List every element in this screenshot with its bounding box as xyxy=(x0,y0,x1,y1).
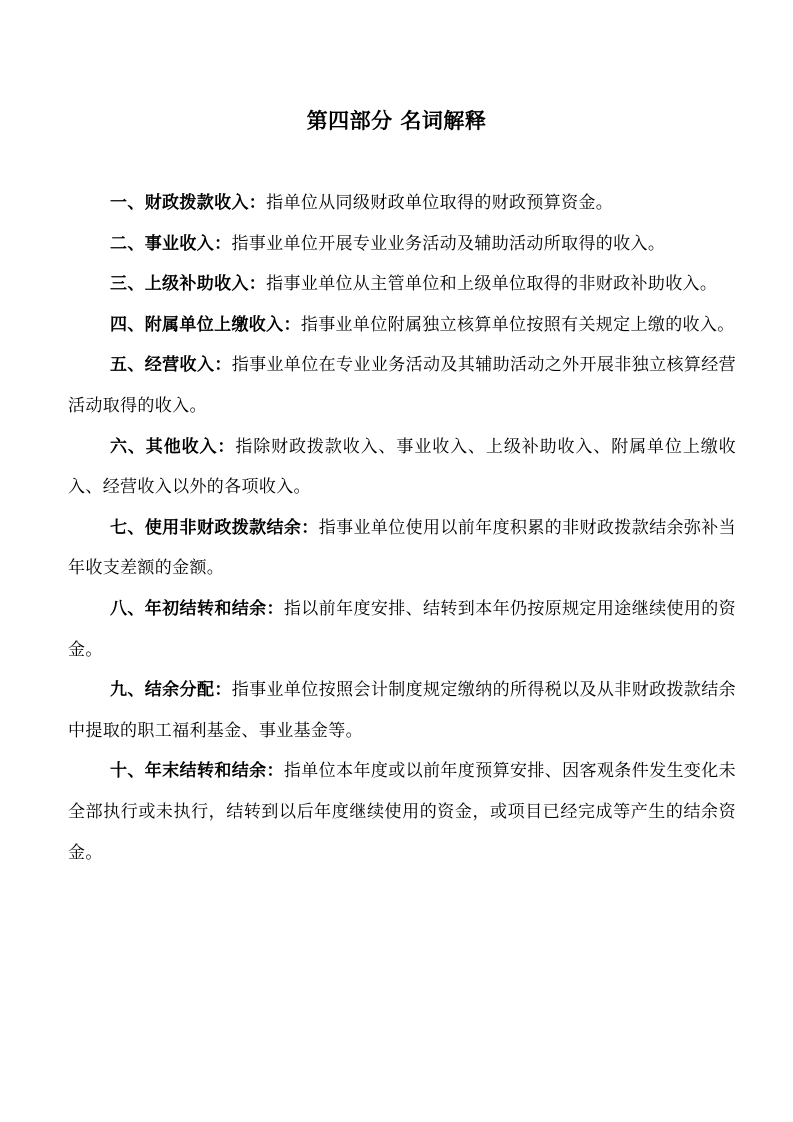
definition-text: 指事业单位开展专业业务活动及辅助活动所取得的收入。 xyxy=(231,233,666,254)
definition-entry xyxy=(68,305,736,346)
page-title: 第四部分 名词解释 xyxy=(306,108,487,133)
definition-term: 一、财政拨款收入： xyxy=(110,193,267,213)
definition-term: 五、经营收入： xyxy=(110,355,232,376)
definition-text: 指单位本年度或以前年度预算安排、因客观条件发生变化未全部执行或未执行，结转到以后年度继续使用的资金，或项目已经完成等产生的结余资金。 xyxy=(68,761,736,863)
definition-entry xyxy=(68,345,736,426)
definition-term: 六、其他收入： xyxy=(110,436,236,457)
definition-term: 四、附属单位上缴收入： xyxy=(110,314,301,335)
definition-term: 三、上级补助收入： xyxy=(110,274,267,295)
definition-term: 七、使用非财政拨款结余： xyxy=(110,517,319,538)
definition-entry xyxy=(68,589,736,670)
definition-entry xyxy=(68,264,736,305)
definition-text: 指事业单位使用以前年度积累的非财政拨款结余弥补当年收支差额的金额。 xyxy=(68,517,737,579)
definition-text: 指以前年度安排、结转到本年仍按原规定用途继续使用的资金。 xyxy=(68,598,736,660)
definition-entry xyxy=(68,427,736,508)
definition-term: 二、事业收入： xyxy=(110,233,232,254)
definition-text: 指除财政拨款收入、事业收入、上级补助收入、附属单位上缴收入、经营收入以外的各项收入。 xyxy=(68,436,736,498)
definition-text: 指事业单位按照会计制度规定缴纳的所得税以及从非财政拨款结余中提取的职工福利基金、事业基金等。 xyxy=(68,680,736,741)
definition-text: 指单位从同级财政单位取得的财政预算资金。 xyxy=(266,193,614,213)
definition-entry xyxy=(68,224,736,265)
definition-entry xyxy=(68,670,736,751)
definitions-list xyxy=(68,183,736,873)
definition-term: 九、结余分配： xyxy=(110,680,232,701)
definition-entry xyxy=(68,183,736,224)
definition-entry xyxy=(68,751,736,873)
definition-entry xyxy=(68,508,736,589)
definition-text: 指事业单位在专业业务活动及其辅助活动之外开展非独立核算经营活动取得的收入。 xyxy=(68,355,736,416)
definition-term: 八、年初结转和结余： xyxy=(110,598,284,619)
definition-text: 指事业单位附属独立核算单位按照有关规定上缴的收入。 xyxy=(300,314,735,335)
definition-term: 十、年末结转和结余： xyxy=(110,761,284,782)
definition-text: 指事业单位从主管单位和上级单位取得的非财政补助收入。 xyxy=(266,274,718,295)
